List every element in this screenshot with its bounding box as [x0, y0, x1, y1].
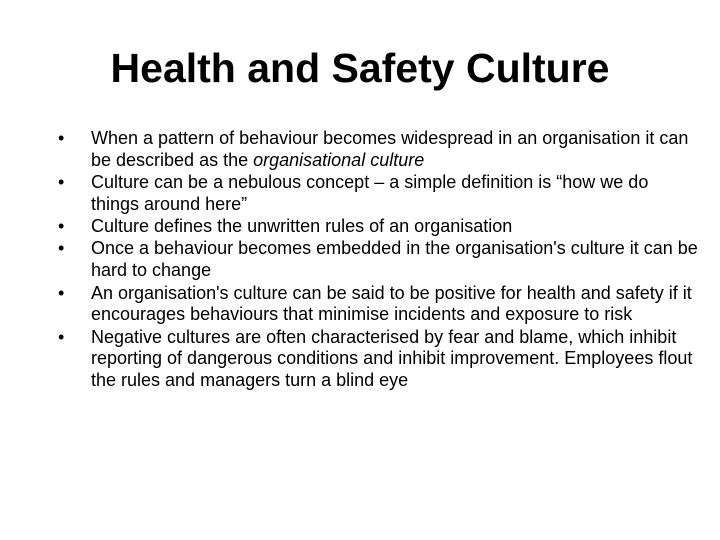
bullet-item [0, 327, 700, 392]
bullet-marker-icon: • [58, 128, 65, 148]
bullet-item [0, 172, 700, 216]
bullet-marker-icon: • [58, 282, 65, 303]
bullet-item [0, 238, 700, 282]
bullet-list [0, 128, 700, 393]
bullet-emphasis-text: organisational culture [253, 149, 425, 170]
bullet-item [0, 283, 700, 327]
bullet-item [0, 216, 700, 238]
bullet-text: Culture can be a nebulous concept – a simple definition is “how we do things around here” [91, 172, 649, 214]
bullet-text: Negative cultures are often characterised by fear and blame, which inhibit reporting of dangerous conditions and inhibit improvement. Employees flout the rules and managers turn a blind eye [91, 326, 693, 391]
bullet-item [0, 128, 700, 172]
bullet-marker-icon: • [58, 172, 65, 193]
bullet-marker-icon: • [58, 238, 65, 259]
bullet-text: When a pattern of behaviour becomes widespread in an organisation it can be described as the [91, 128, 689, 170]
bullet-text: Culture defines the unwritten rules of an organisation [91, 216, 513, 237]
bullet-text: Once a behaviour becomes embedded in the organisation's culture it can be hard to change [91, 238, 698, 281]
bullet-text: An organisation's culture can be said to be positive for health and safety if it encourages behaviours that minimise incidents and exposure to risk [91, 282, 692, 325]
bullet-marker-icon: • [58, 326, 65, 347]
slide-title: Health and Safety Culture [110, 45, 610, 91]
bullet-marker-icon: • [58, 216, 65, 237]
